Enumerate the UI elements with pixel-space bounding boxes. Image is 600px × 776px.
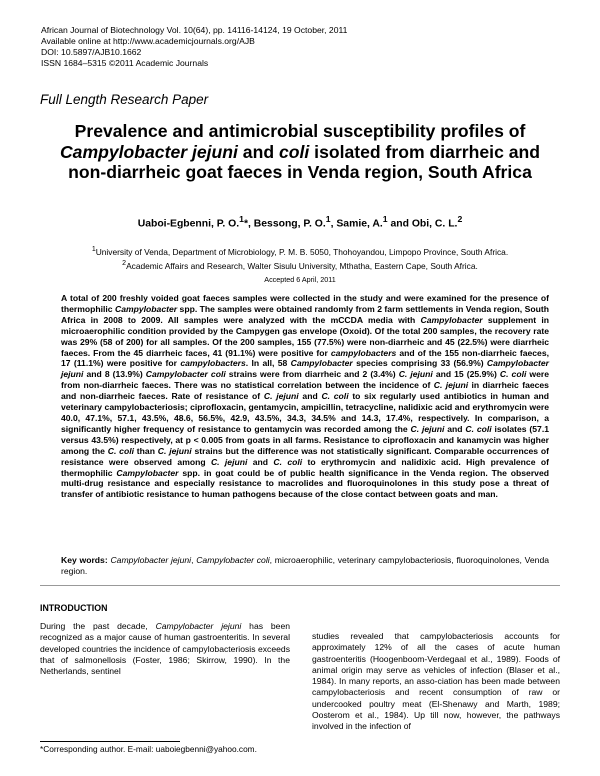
corresponding-author-footnote: *Corresponding author. E-mail: uaboiegbenni@yahoo.com. <box>40 744 257 754</box>
footnote-divider <box>40 741 180 742</box>
introduction-heading: INTRODUCTION <box>40 603 108 613</box>
affiliation-2: $^2$Academic Affairs and Research, Walter Sisulu University, Mthatha, Eastern Cape, South Africa. <box>122 259 478 271</box>
body-column-right: studies revealed that campylobacteriosis accounts for approximately 12% of all the cases of acute human gastroenteritis (Hoogenboom-Verdegaal et al., 1989). Foods of animal origin may serve as vehicles of infection (Blaser et al., 1984). In many reports, an asso-ciation has been made between campylobacteriosis and recent consumption of raw or undercooked poultry meat (El-Shenawy and Marth, 1989; Oosterom et al., 1984). Up till now, however, the pathways involved in the infection of <box>312 631 560 732</box>
paper-title: Prevalence and antimicrobial susceptibility profiles of Campylobacter jejuni and coli isolated from diarrheic and non-diarrheic goat faeces in Venda region, South Africa <box>59 121 541 182</box>
affiliations <box>40 244 560 272</box>
accepted-date: Accepted 6 April, 2011 <box>264 275 336 284</box>
journal-availability: Available online at http://www.academicjournals.org/AJB <box>41 36 255 46</box>
paper-type: Full Length Research Paper <box>40 92 209 107</box>
body-column-left: During the past decade, Campylobacter jejuni has been recognized as a major cause of human gastroenteritis. In several developed countries the incidence of campylobacteriosis exceeds that of salmonellosis (Foster, 1986; Skirrow, 1990). In the Netherlands, sentinel <box>40 621 291 677</box>
journal-header <box>41 25 347 69</box>
author-list: Uaboi-Egbenni, P. O.$^1$*, Bessong, P. O.$^1$, Samie, A.$^1$ and Obi, C. L.$^2$ <box>137 214 463 230</box>
doi: DOI: 10.5897/AJB10.1662 <box>41 47 142 57</box>
abstract: A total of 200 freshly voided goat faeces samples were collected in the study and were examined for the presence of thermophilic Campylobacter spp. The samples were obtained randomly from 2 farm settlements in Venda region, South Africa in 2008 to 2009. All samples were analyzed with the mCCDA media with Campylobacter supplement in microaerophilic condition provided by the Campygen gas envelope (Oxoid). Of the total 200 samples, the recovery rate was 29% (58 of 200) for all samples. Of the 200 samples, 155 (77.5%) were non-diarrheic and 45 (22.5%) were diarrheic faeces. From the 45 diarrheic faces, 41 (91.1%) were positive for campylobacters and of the 155 non-diarrheic faeces, 17 (11.1%) were positive for campylobacters. In all, 58 Campylobacter species comprising 33 (56.9%) Campylobacter jejuni and 8 (13.9%) Campylobacter coli strains were from diarrheic and 2 (3.4%) C. jejuni and 15 (25.9%) C. coli were from non-diarrheic faeces. There was no statistical correlation between the incidence of C. jejuni in diarrheic faeces and non-diarrheic faeces. Rate of resistance of C. jejuni and C. coli to six regularly used antibiotics in human and veterinary campylobacteriosis; ciprofloxacin, gentamycin, ampicillin, tetracycline, nalidixic acid and erythromycin were 40.0, 47.1%, 57.1, 43.5%, 48.6, 56.5%, 42.9, 43.5%, 34.3, 34.5% and 14.3, 17.4%, respectively. In comparison, a significantly higher frequency of resistance to gentamycin was recorded among the C. jejuni and C. coli isolates (57.1 versus 43.5%) respectively, at p < 0.005 from goats in all farms. Resistance to ciprofloxacin and kanamycin was higher among the C. coli than C. jejuni strains but the difference was not statistically significant. Comparable occurrences of resistance were observed among C. jejuni and C. coli to erythromycin and nalidixic acid. High prevalence of thermophilic Campylobacter spp. in goat could be of public health significance in the Venda region. The observed multi-drug resistance and especially resistance to macrolides and fluoroquinolones in this study pose a threat of transfer of antibiotic resistance to human pathogens because of the close contact between goats and man. <box>61 293 549 500</box>
keywords: Key words: Campylobacter jejuni, Campylobacter coli, microaerophilic, veterinary campylobacteriosis, fluoroquinolones, Venda region. <box>61 555 550 576</box>
issn: ISSN 1684–5315 ©2011 Academic Journals <box>41 58 209 68</box>
keywords-label: Key words: <box>61 555 108 565</box>
journal-citation: African Journal of Biotechnology Vol. 10(64), pp. 14116-14124, 19 October, 2011 <box>41 25 348 35</box>
affiliation-1: $^1$University of Venda, Department of Microbiology, P. M. B. 5050, Thohoyandou, Limpopo Province, South Africa. <box>91 246 509 257</box>
section-divider <box>40 585 560 586</box>
